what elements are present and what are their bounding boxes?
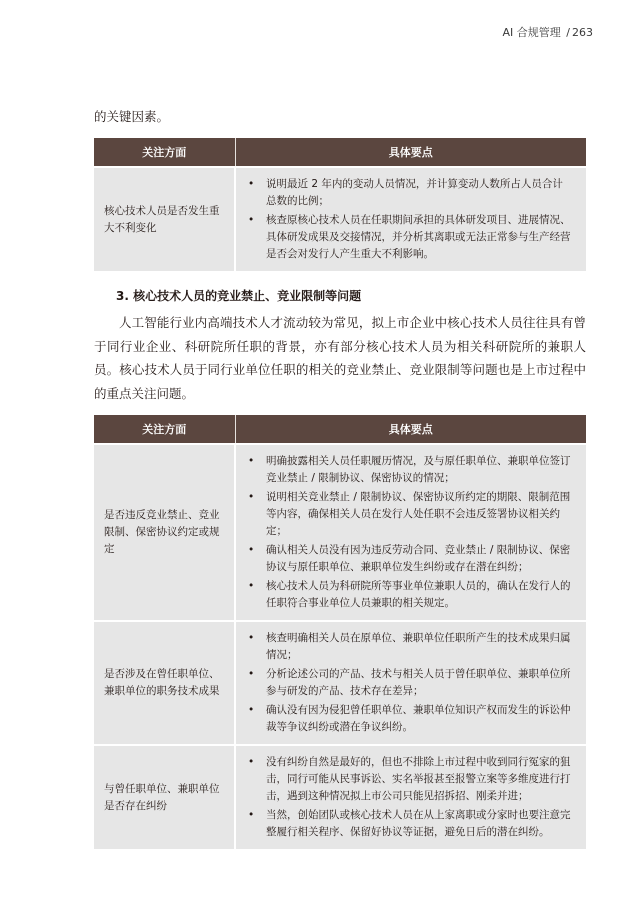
list-item: • 核心技术人员为科研院所等事业单位兼职人员的，确认在发行人的任职符合事业单位人员兼职的相关规定。: [248, 580, 571, 609]
table-row: [94, 621, 586, 745]
row-aspect: 是否涉及在曾任职单位、兼职单位的职务技术成果: [94, 621, 235, 745]
header-separator: /: [566, 26, 570, 39]
table-header-row: [94, 138, 586, 167]
row-aspect: 是否违反竞业禁止、竞业限制、保密协议约定或规定: [94, 444, 235, 621]
row-aspect: 核心技术人员是否发生重大不利变化: [94, 167, 235, 271]
row-points: [235, 745, 586, 849]
row-points: [235, 167, 586, 271]
list-item: • 确认相关人员没有因为违反劳动合同、竞业禁止 / 限制协议、保密协议与原任职单位、兼职单位发生纠纷或存在潜在纠纷；: [248, 544, 571, 573]
table-row: [94, 745, 586, 849]
table-row: [94, 167, 586, 271]
list-item: • 说明最近 2 年内的变动人员情况，并计算变动人数所占人员合计总数的比例；: [248, 178, 563, 207]
running-header: [503, 24, 593, 40]
body-paragraph: 人工智能行业内高端技术人才流动较为常见，拟上市企业中核心技术人员往往具有曾于同行业企业、科研院所任职的背景，亦有部分核心技术人员为相关科研院所的兼职人员。核心技术人员于同行业单位任职的相关的竞业禁止、竞业限制等问题也是上市过程中的重点关注问题。: [94, 315, 586, 401]
table-header-row: [94, 415, 586, 444]
col-header-points: 具体要点: [235, 415, 586, 444]
list-item: • 核查明确相关人员在原单位、兼职单位任职所产生的技术成果归属情况；: [248, 632, 571, 661]
table-core-staff-change: [94, 138, 586, 271]
list-item: • 确认没有因为侵犯曾任职单位、兼职单位知识产权而发生的诉讼仲裁等争议纠纷或潜在争议纠纷。: [248, 704, 571, 733]
col-header-aspect: 关注方面: [94, 138, 235, 167]
table-non-compete: [94, 415, 586, 849]
row-points: [235, 444, 586, 621]
book-title: AI 合规管理: [502, 26, 561, 39]
row-aspect: 与曾任职单位、兼职单位是否存在纠纷: [94, 745, 235, 849]
table-row: [94, 444, 586, 621]
col-header-points: 具体要点: [235, 138, 586, 167]
row-points: [235, 621, 586, 745]
list-item: • 没有纠纷自然是最好的，但也不排除上市过程中收到同行冤家的狙击，同行可能从民事诉讼、实名举报甚至报警立案等多维度进行打击，遇到这种情况拟上市公司只能见招拆招、刚柔并进；: [248, 756, 571, 802]
list-item: • 当然，创始团队或核心技术人员在从上家离职或分家时也要注意完整履行相关程序、保留好协议等证据，避免日后的潜在纠纷。: [248, 809, 571, 838]
page-number: 263: [572, 26, 593, 39]
list-item: • 说明相关竞业禁止 / 限制协议、保密协议所约定的期限、限制范围等内容，确保相关人员在发行人处任职不会违反签署协议相关约定；: [248, 491, 571, 537]
section-heading: 3. 核心技术人员的竞业禁止、竞业限制等问题: [116, 289, 362, 303]
list-item: • 核查原核心技术人员在任职期间承担的具体研发项目、进展情况、具体研发成果及交接情况，并分析其离职或无法正常参与生产经营是否会对发行人产生重大不利影响。: [248, 214, 571, 260]
intro-text: 的关键因素。: [94, 109, 170, 124]
col-header-aspect: 关注方面: [94, 415, 235, 444]
list-item: • 明确披露相关人员任职履历情况，及与原任职单位、兼职单位签订竞业禁止 / 限制协议、保密协议的情况；: [248, 455, 571, 484]
list-item: • 分析论述公司的产品、技术与相关人员于曾任职单位、兼职单位所参与研发的产品、技术存在差异；: [248, 668, 571, 697]
